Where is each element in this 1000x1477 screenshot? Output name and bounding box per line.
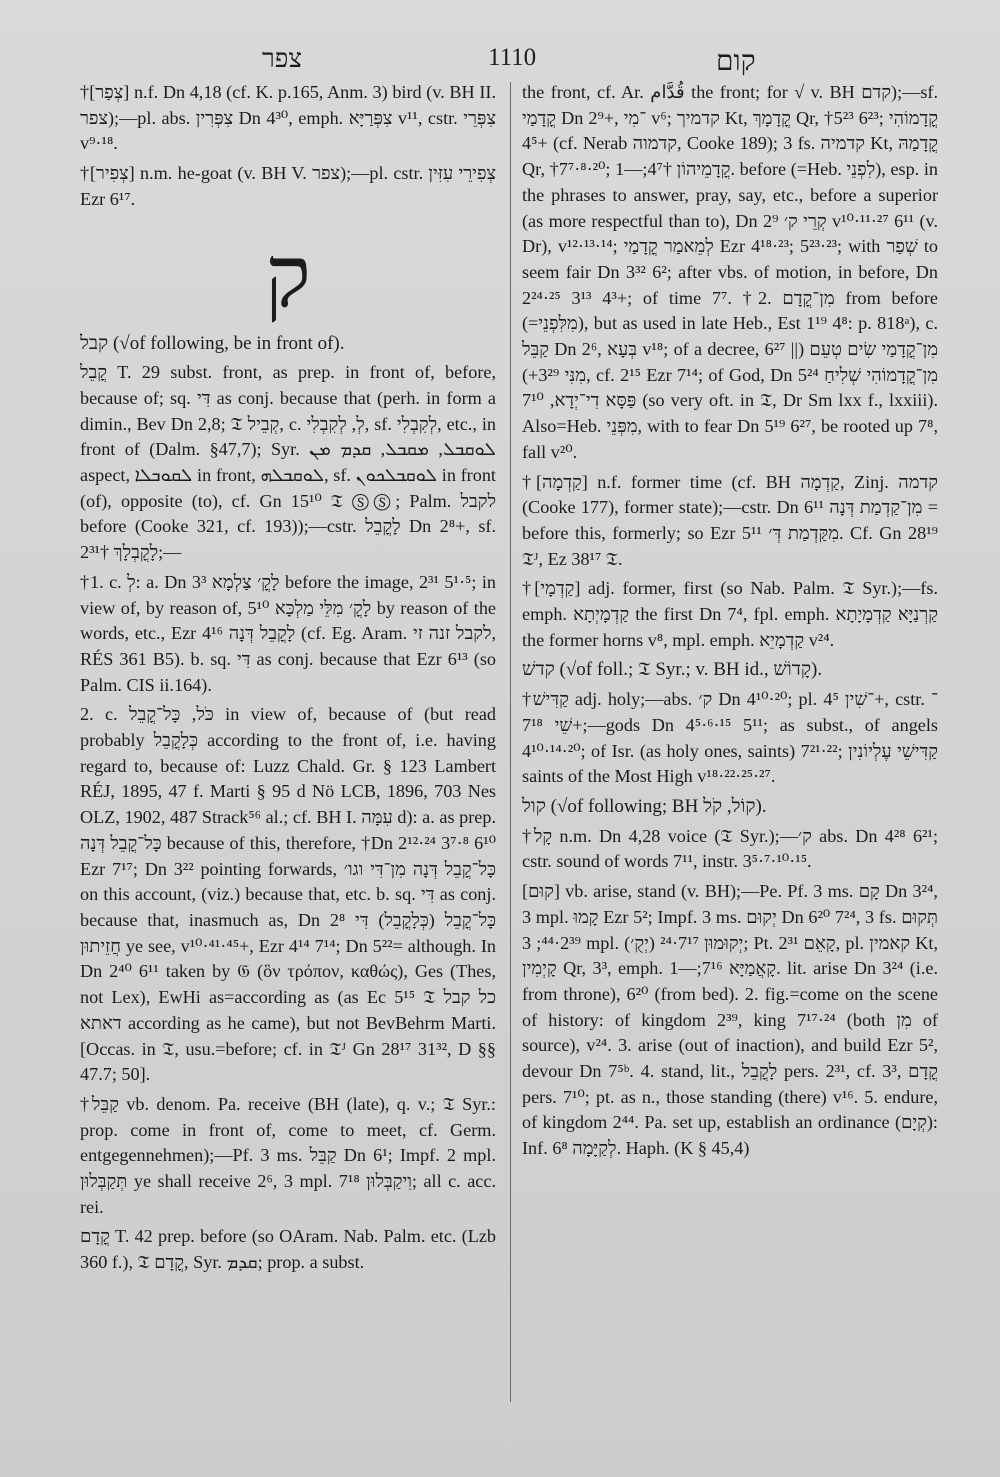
entry-qal: †קָל n.m. Dn 4,28 voice (𝔗 Syr.);—ק׳ abs. Dn 4²⁸ 6²¹; cstr. sound of words 7¹¹, instr. 3⁵·⁷·¹⁰·¹⁵. [522, 825, 939, 872]
entry-qadmay: †[קַדְמָי] adj. former, first (so Nab. Palm. 𝔗 Syr.);—fs. emph. קַדְמָיְתָא the first Dn 7⁴, fpl. emph. קַרְנַיָּא קַדְמָיָתָא the former horns v⁸, mpl. emph. קַדְמָיֵא v²⁴. [522, 578, 938, 650]
header-right-guide-word: קום [716, 44, 756, 77]
entry-qobel-sense-1: †1. c. לְ: a. Dn 3³ לָקֳ׳ צַלְמָא before the image, 2³¹ 5¹·⁵; in view of, by reason of, לָקֳ׳ מִלֵּי מַלְכָּא 5¹⁰ by reason of the words, etc., Ezr 4¹⁶ לָקֳבֵל דְּנָה (cf. Eg. Aram. לקבל זנה זי, RÉS 361 B5). b. sq. דִּי as conj. because that Ezr 6¹³ (so Palm. CIS ii.164). [80, 571, 496, 695]
right-column [522, 80, 938, 1166]
root-qbl: קבל (√of following, be in front of). [80, 332, 345, 354]
entry-qobel-sense-2: 2. c. כֹּל, כָּל־קֳבֵל in view of, because of (but read probably כְּלָקֳבֵל according to the front of, i.e. having regard to, because of: Luzz Chald. Gr. § 123 Lambert RÉJ, 1895, 47 f. Marti § 95 d Nö LCB, 1896, 703 Nes OLZ, 1902, 487 Strack⁵⁶ al.; cf. BH I. עִמָּה d): a. as prep. כָּל־קֳבֵל דְּנָה because of this, therefore, †Dn 2¹²·²⁴ 3⁷·⁸ 6¹⁰ Ezr 7¹⁷; Dn 3²² pointing forwards, כָּל־קֳבֵל דְּנָה מִן־דִּי וגו׳ on this account, (viz.) because that, etc. b. sq. דִּי as conj. because that, inasmuch as, Dn 2⁸ כָּל־קֳבֵל (כְּלָקֳבֵל) דִּי חֲזֵיתוּן ye see, v¹⁰·⁴¹·⁴⁵+, Ezr 4¹⁴ 7¹⁴; Dn 5²²= although. In Dn 2⁴⁰ 6¹¹ taken by 𝔊 (ὃν τρόπον, καθώς), Ges (Thes, not Lex), EwHi as=according as (as Ec 5¹⁵ 𝔗 כל קבל דאתא according as he came), but not BevBehrm Marti. [Occas. in 𝔗, usu.=before; cf. in 𝔗ᴶ Gn 28¹⁷ 31³², D §§ 47.7; 50]. [80, 704, 497, 1085]
entry-qabbel: †קַבֵּל vb. denom. Pa. receive (BH (late), q. v.; 𝔗 Syr.: prop. come in front of, come to meet, cf. Germ. entgegennehmen);—Pf. 3 ms. קַבֵּל Dn 6¹; Impf. 2 mpl. תְּקַבְּלוּן ye shall receive 2⁶, 3 mpl. וִיקַבְּלוּן 7¹⁸; all c. acc. rei. [80, 1093, 496, 1217]
left-column [80, 80, 496, 1280]
section-letter-qoph: ק [264, 226, 312, 327]
page-header [0, 38, 1000, 78]
header-left-guide-word: צפר [262, 44, 303, 74]
entry-qodam: קֳדָם T. 42 prep. before (so OAram. Nab. Palm. etc. (Lzb 360 f.), 𝔗 קֳדָם, Syr. ܩܕܡ; prop. a subst. [80, 1226, 496, 1273]
entry-tsippar: †[צְפַר] n.f. Dn 4,18 (cf. K. p.165, Anm. 3) bird (v. BH II. צפר);—pl. abs. צִפְּרִין Dn 4³⁰, emph. צִפְּרַיָּא v¹¹, cstr. צִפְּרֵי v⁹·¹⁸. [80, 82, 496, 154]
page-number: 1110 [488, 44, 537, 71]
column-divider [510, 82, 511, 1402]
entry-qobel: קֳבֵל T. 29 subst. front, as prep. in front of, before, because of; sq. דִּי as conj. because that (perh. in form a dimin., Bev Dn 2,8; 𝔗 קְבֵיל, c. לְ, לְקִבְלִי, sf. לְקִבְלִי, etc., in front of (Dalm. §47,7); Syr. ܠܘܩܒܠ, ܡܩܒܠ, ܩܕܡ ܡܢ aspect, ܠܩܘܒܠܐ in front, ܠܘܩܒܠܗ, sf. ܠܘܩܒܠܟܘܢ in front (of), opposite (to), cf. Gn 15¹⁰ 𝔗 ⓈⓈ; Palm. לקבל before (Cooke 321, cf. 193));—cstr. לָקֳבֵל Dn 2⁸+, sf. לָקֳבְלָךְ †2³¹;— [80, 362, 496, 563]
entry-qaddish: †קַדִּישׁ adj. holy;—abs. ק׳ Dn 4¹⁰·²⁰; pl. ־שִׁין 4⁵+, cstr. ־שֵׁי 7¹⁸+;—gods Dn 4⁵·⁶·¹⁵ 5¹¹; as subst., of angels 4¹⁰·¹⁴·²⁰; of Isr. (as holy ones, saints) 7²¹·²²; קַדִּישֵׁי עֶלְיוֹנִין saints of the Most High v¹⁸·²²·²⁵·²⁷. [522, 689, 938, 787]
entry-qodam-continued: the front, cf. Ar. قُدَّام the front; for √ v. BH קדם);—sf. קֳדָמַי Dn 2⁹+, ־מִי v⁶; קדמיך Kt, קֳדָמָךְ Qr, †5²³ 6²³; קֳדָמוֹהִי 4⁵+ (cf. Nerab קדמוה, Cooke 189); 3 fs. קדמיה Kt, קֳדָמַהּ Qr, †7⁷·⁸·²⁰; קֳדָמֵיהוֹן †4⁷;—1. before (=Heb. לִפְנֵי), esp. in the phrases to answer, pray, say, etc., before a superior (as more respectful than to), Dn 2⁹ קְרֵי ק׳ v¹⁰·¹¹·²⁷ 6¹¹ (v. Dr), v¹²·¹³·¹⁴; לְמֵאמַר קֳדָמַי Ezr 4¹⁸·²³; 5²³·²³; with שְׁפַר to seem fair Dn 3³² 6²; after vbs. of motion, in before, Dn 2²⁴·²⁵ 3¹³ 4³+; of time 7⁷. †2. מִן־קֳדָם from before (=מִלִּפְנֵי), but as used in late Heb., Est 1¹⁹ 4⁸: p. 818ᵃ), c. קַבֵּל Dn 2⁶, בְּעָא v¹⁸; of a decree, 6²⁷ מִן־קֳדָמַי שִׂים טְעֵם (|| מִנִּי 3²⁹+), cf. 2¹⁵ Ezr 7¹⁴; of God, Dn 5²⁴ מִן־קֳדָמוֹהִי שְׁלִיחַ פַּסָּא דִי־יְדָא, 7¹⁰ (so very oft. in 𝔗, Dr Sm lxx f., lxxiii). Also=Heb. מִפְּנֵי, with to fear Dn 5¹⁹ 6²⁷, be rooted up 7⁸, fall v²⁰. [522, 82, 939, 462]
root-qdsh: קדשׁ (√of foll.; 𝔗 Syr.; v. BH id., קָדוֹשׁ). [522, 659, 823, 681]
entry-tsephir: †[צְפִיר] n.m. he-goat (v. BH V. צפר);—pl. cstr. צְפִירֵי עִזִּין Ezr 6¹⁷. [80, 163, 496, 209]
root-qwl: קול (√of following; BH קוֹל, קֹל). [522, 795, 767, 817]
entry-qum: [קוּם] vb. arise, stand (v. BH);—Pe. Pf. 3 ms. קָם Dn 3²⁴, 3 mpl. קָמוּ Ezr 5²; Impf. 3 ms. יְקוּם Dn 6²⁰ 7²⁴, 3 fs. תְּקוּם 2³⁹·⁴⁴; 3 mpl. יְקוּמוּן 7¹⁷·²⁴ (יְקֻ׳); Pt. קָאֵם 2³¹, pl. קאמין Kt, קָיְמִין Qr, 3³, emph. קָאֲמַיָּא 7¹⁶;—1. lit. arise Dn 3²⁴ (i.e. from throne), 6²⁰ (from bed). 2. fig.=come on the scene of history: of kingdom 2³⁹, king 7¹⁷·²⁴ (both מִן of source), v²⁴. 3. arise (out of inaction), and build Ezr 5², devour Dn 7⁵ᵇ. 4. stand, lit., לָקֳבֵל pers. 2³¹, cf. 3³, קֳדָם pers. 7¹⁰; pt. as n., those standing (there) v¹⁶. 5. endure, of kingdom 2⁴⁴. Pa. set up, establish an ordinance (קְיָם): Inf. לְקַיָּמָה 6⁸. Haph. (K § 45,4) [522, 881, 939, 1159]
entry-qadmah: †[קַדְמָה] n.f. former time (cf. BH קַדְמָה, Zinj. קדמה (Cooke 177), former state);—cstr. Dn 6¹¹ מִן־קַדְמַת דְּנָה = before this, formerly; so Ezr 5¹¹ מִקַּדְמַת דְּ׳. Cf. Gn 28¹⁹ 𝔗ᴶ, Ez 38¹⁷ 𝔗. [522, 471, 939, 569]
